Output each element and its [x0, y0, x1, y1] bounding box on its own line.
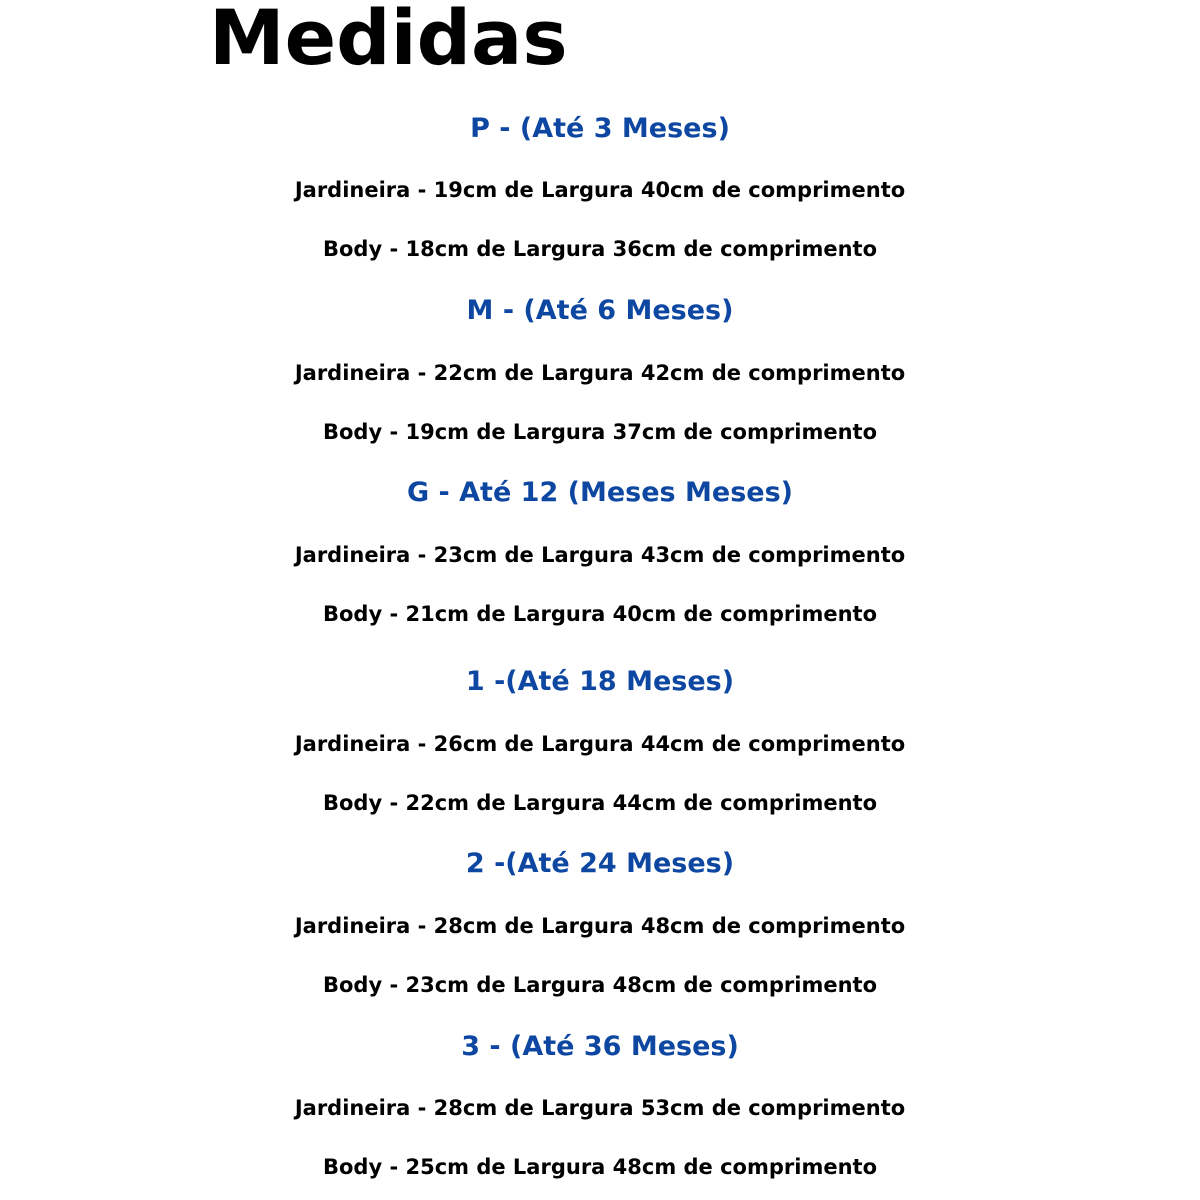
jardineira-measure-m: Jardineira - 22cm de Largura 42cm de comprimento	[294, 361, 906, 385]
jardineira-measure-1: Jardineira - 26cm de Largura 44cm de comprimento	[294, 732, 906, 756]
size-heading-g: G - Até 12 (Meses Meses)	[406, 477, 793, 508]
body-measure-m: Body - 19cm de Largura 37cm de comprimento	[322, 420, 877, 444]
size-heading-p: P - (Até 3 Meses)	[470, 113, 730, 144]
size-heading-m: M - (Até 6 Meses)	[466, 295, 734, 326]
jardineira-measure-g: Jardineira - 23cm de Largura 43cm de comprimento	[294, 543, 906, 567]
body-measure-2: Body - 23cm de Largura 48cm de comprimento	[322, 973, 877, 997]
jardineira-measure-2: Jardineira - 28cm de Largura 48cm de comprimento	[294, 914, 906, 938]
page-title: Medidas	[209, 0, 568, 82]
size-heading-1: 1 -(Até 18 Meses)	[465, 666, 735, 697]
body-measure-3: Body - 25cm de Largura 48cm de comprimento	[322, 1155, 877, 1179]
body-measure-1: Body - 22cm de Largura 44cm de comprimento	[322, 791, 877, 815]
size-heading-2: 2 -(Até 24 Meses)	[465, 848, 735, 879]
size-heading-3: 3 - (Até 36 Meses)	[461, 1031, 739, 1062]
body-measure-g: Body - 21cm de Largura 40cm de comprimento	[322, 602, 877, 626]
jardineira-measure-3: Jardineira - 28cm de Largura 53cm de comprimento	[294, 1096, 906, 1120]
body-measure-p: Body - 18cm de Largura 36cm de comprimento	[322, 237, 877, 261]
jardineira-measure-p: Jardineira - 19cm de Largura 40cm de comprimento	[294, 178, 906, 202]
